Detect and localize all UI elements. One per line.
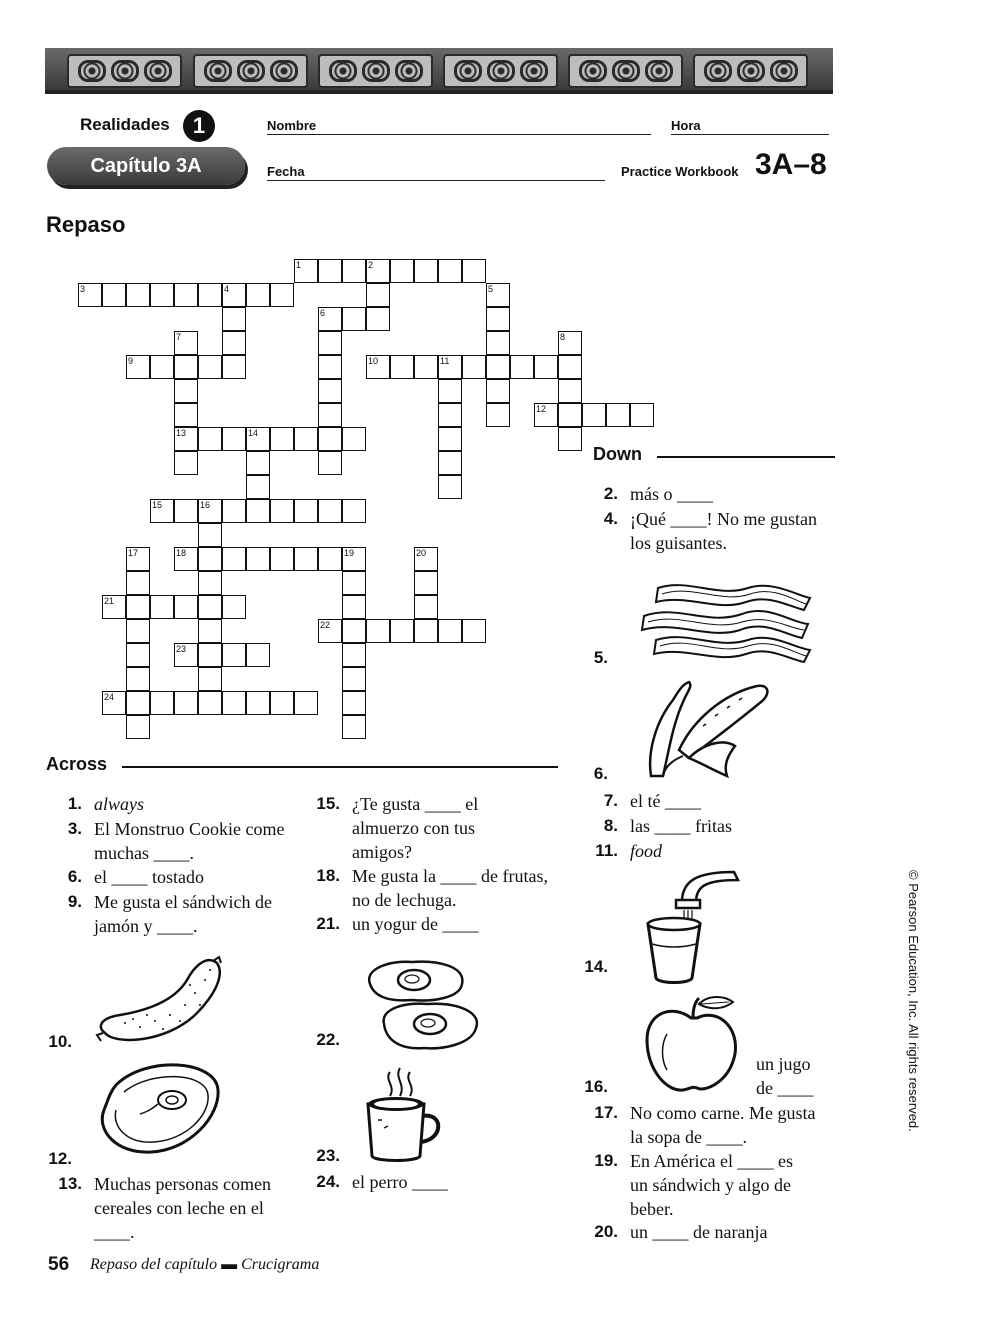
crossword-cell[interactable] bbox=[246, 691, 270, 715]
crossword-cell[interactable] bbox=[390, 619, 414, 643]
crossword-cell[interactable] bbox=[438, 451, 462, 475]
crossword-cell[interactable] bbox=[318, 307, 342, 331]
crossword-cell[interactable] bbox=[414, 259, 438, 283]
crossword-cell[interactable] bbox=[150, 499, 174, 523]
clue-number: 13 bbox=[176, 428, 187, 438]
crossword-cell[interactable] bbox=[222, 499, 246, 523]
crossword-cell[interactable] bbox=[558, 403, 582, 427]
crossword-cell[interactable] bbox=[438, 619, 462, 643]
banana-icon bbox=[643, 680, 773, 780]
crossword-cell[interactable] bbox=[438, 379, 462, 403]
crossword-cell[interactable] bbox=[318, 355, 342, 379]
water-glass-icon bbox=[642, 866, 742, 991]
series-title: Realidades bbox=[80, 115, 170, 134]
crossword-cell[interactable] bbox=[606, 403, 630, 427]
crossword-cell[interactable] bbox=[126, 355, 150, 379]
crossword-cell[interactable] bbox=[174, 403, 198, 427]
crossword-cell[interactable] bbox=[246, 547, 270, 571]
bacon-icon bbox=[638, 578, 818, 668]
crossword-cell[interactable] bbox=[294, 427, 318, 451]
clue-number: 1 bbox=[296, 260, 302, 270]
crossword-cell[interactable] bbox=[78, 283, 102, 307]
crossword-cell[interactable] bbox=[318, 547, 342, 571]
header-banner bbox=[45, 48, 833, 94]
crossword-cell[interactable] bbox=[558, 355, 582, 379]
crossword-cell[interactable] bbox=[414, 595, 438, 619]
crossword-cell[interactable] bbox=[342, 595, 366, 619]
crossword-cell[interactable] bbox=[246, 283, 270, 307]
crossword-cell[interactable] bbox=[342, 643, 366, 667]
fecha-field[interactable] bbox=[267, 180, 605, 181]
crossword-cell[interactable] bbox=[198, 499, 222, 523]
crossword-cell[interactable] bbox=[558, 379, 582, 403]
crossword-cell[interactable] bbox=[150, 355, 174, 379]
crossword-cell[interactable] bbox=[174, 331, 198, 355]
crossword-cell[interactable] bbox=[246, 643, 270, 667]
crossword-cell[interactable] bbox=[390, 355, 414, 379]
clue-number: 2 bbox=[368, 260, 374, 270]
crossword-cell[interactable] bbox=[582, 403, 606, 427]
crossword-cell[interactable] bbox=[222, 355, 246, 379]
divider bbox=[657, 456, 835, 458]
banner-ornament bbox=[693, 54, 808, 88]
clue-number: 21 bbox=[104, 596, 115, 606]
crossword-cell[interactable] bbox=[198, 595, 222, 619]
crossword-cell[interactable] bbox=[246, 427, 270, 451]
crossword-cell[interactable] bbox=[414, 547, 438, 571]
clue-number: 4 bbox=[224, 284, 230, 294]
crossword-cell[interactable] bbox=[126, 643, 150, 667]
crossword-cell[interactable] bbox=[174, 451, 198, 475]
crossword-cell[interactable] bbox=[438, 355, 462, 379]
crossword-cell[interactable] bbox=[414, 619, 438, 643]
crossword-cell[interactable] bbox=[318, 619, 342, 643]
crossword-cell[interactable] bbox=[126, 571, 150, 595]
clue-number: 6 bbox=[320, 308, 326, 318]
crossword-cell[interactable] bbox=[318, 403, 342, 427]
hora-label: Hora bbox=[671, 118, 701, 133]
crossword-cell[interactable] bbox=[198, 427, 222, 451]
crossword-cell[interactable] bbox=[174, 499, 198, 523]
coffee-mug-icon bbox=[362, 1064, 447, 1164]
crossword-cell[interactable] bbox=[174, 691, 198, 715]
crossword-cell[interactable] bbox=[342, 691, 366, 715]
chapter-badge: Capítulo 3A bbox=[47, 147, 245, 185]
clue-number: 12 bbox=[536, 404, 547, 414]
crossword-cell[interactable] bbox=[414, 571, 438, 595]
down-title: Down bbox=[593, 444, 642, 464]
clue-number: 22 bbox=[320, 620, 331, 630]
crossword-cell[interactable] bbox=[486, 403, 510, 427]
crossword-cell[interactable] bbox=[414, 355, 438, 379]
clue-number: 24 bbox=[104, 692, 115, 702]
crossword-cell[interactable] bbox=[318, 259, 342, 283]
clue-number: 5 bbox=[488, 284, 494, 294]
crossword-cell[interactable] bbox=[150, 283, 174, 307]
crossword-cell[interactable] bbox=[222, 595, 246, 619]
crossword-cell[interactable] bbox=[174, 283, 198, 307]
fecha-label: Fecha bbox=[267, 164, 305, 179]
crossword-cell[interactable] bbox=[270, 691, 294, 715]
clue-number: 10 bbox=[368, 356, 379, 366]
crossword-cell[interactable] bbox=[294, 499, 318, 523]
crossword-cell[interactable] bbox=[342, 499, 366, 523]
crossword-cell[interactable] bbox=[438, 403, 462, 427]
clue-number: 20 bbox=[416, 548, 427, 558]
section-title: Repaso bbox=[46, 212, 126, 237]
crossword-cell[interactable] bbox=[366, 307, 390, 331]
crossword-cell[interactable] bbox=[318, 427, 342, 451]
banner-ornament bbox=[318, 54, 433, 88]
crossword-cell[interactable] bbox=[510, 355, 534, 379]
crossword-cell[interactable] bbox=[150, 595, 174, 619]
crossword-cell[interactable] bbox=[198, 547, 222, 571]
crossword-cell[interactable] bbox=[558, 331, 582, 355]
crossword-cell[interactable] bbox=[102, 691, 126, 715]
crossword-cell[interactable] bbox=[198, 523, 222, 547]
crossword-cell[interactable] bbox=[126, 619, 150, 643]
crossword-cell[interactable] bbox=[198, 691, 222, 715]
workbook-code: 3A–8 bbox=[755, 148, 827, 181]
ham-steak-icon bbox=[96, 1060, 226, 1160]
sausage-icon bbox=[95, 955, 230, 1050]
crossword-cell[interactable] bbox=[486, 355, 510, 379]
workbook-label: Practice Workbook bbox=[621, 164, 739, 179]
clue-number: 9 bbox=[128, 356, 134, 366]
crossword-cell[interactable] bbox=[342, 547, 366, 571]
clue-number: 7 bbox=[176, 332, 182, 342]
page-number: 56 bbox=[48, 1254, 70, 1275]
crossword-cell[interactable] bbox=[174, 643, 198, 667]
crossword-cell[interactable] bbox=[342, 427, 366, 451]
crossword-cell[interactable] bbox=[198, 643, 222, 667]
crossword-cell[interactable] bbox=[318, 379, 342, 403]
crossword-cell[interactable] bbox=[126, 715, 150, 739]
copyright-notice: © Pearson Education, Inc. All rights reserved. bbox=[906, 870, 921, 1132]
crossword-cell[interactable] bbox=[366, 619, 390, 643]
clue-number: 11 bbox=[440, 356, 450, 366]
crossword-cell[interactable] bbox=[270, 499, 294, 523]
footer-caption: Repaso del capítulo ▬ Crucigrama bbox=[90, 1256, 320, 1273]
crossword-cell[interactable] bbox=[462, 259, 486, 283]
crossword-cell[interactable] bbox=[486, 331, 510, 355]
crossword-cell[interactable] bbox=[486, 307, 510, 331]
crossword-cell[interactable] bbox=[342, 715, 366, 739]
nombre-field[interactable] bbox=[267, 134, 651, 135]
crossword-cell[interactable] bbox=[198, 667, 222, 691]
crossword-cell[interactable] bbox=[126, 283, 150, 307]
clue-number: 15 bbox=[152, 500, 163, 510]
crossword-cell[interactable] bbox=[534, 403, 558, 427]
crossword-cell[interactable] bbox=[486, 379, 510, 403]
crossword-cell[interactable] bbox=[126, 667, 150, 691]
crossword-cell[interactable] bbox=[270, 427, 294, 451]
crossword-cell[interactable] bbox=[246, 499, 270, 523]
crossword-cell[interactable] bbox=[150, 691, 174, 715]
crossword-cell[interactable] bbox=[342, 667, 366, 691]
clue-number: 16 bbox=[200, 500, 211, 510]
crossword-cell[interactable] bbox=[198, 619, 222, 643]
clue-number: 8 bbox=[560, 332, 566, 342]
crossword-cell[interactable] bbox=[246, 451, 270, 475]
crossword-cell[interactable] bbox=[294, 547, 318, 571]
crossword-cell[interactable] bbox=[270, 547, 294, 571]
across-title: Across bbox=[46, 754, 108, 774]
apple-icon bbox=[643, 994, 743, 1094]
crossword-cell[interactable] bbox=[102, 595, 126, 619]
clue-number: 19 bbox=[344, 548, 355, 558]
crossword-cell[interactable] bbox=[102, 283, 126, 307]
crossword-cell[interactable] bbox=[534, 355, 558, 379]
hora-field[interactable] bbox=[671, 134, 829, 135]
clue-number: 23 bbox=[176, 644, 187, 654]
crossword-cell[interactable] bbox=[174, 427, 198, 451]
crossword-cell[interactable] bbox=[630, 403, 654, 427]
crossword-cell[interactable] bbox=[126, 595, 150, 619]
crossword-cell[interactable] bbox=[318, 451, 342, 475]
crossword-cell[interactable] bbox=[222, 547, 246, 571]
crossword-cell[interactable] bbox=[294, 259, 318, 283]
crossword-cell[interactable] bbox=[366, 355, 390, 379]
crossword-cell[interactable] bbox=[342, 571, 366, 595]
clue-number: 3 bbox=[80, 284, 86, 294]
banner-ornament bbox=[67, 54, 182, 88]
crossword-cell[interactable] bbox=[198, 283, 222, 307]
crossword-cell[interactable] bbox=[270, 283, 294, 307]
crossword-cell[interactable] bbox=[462, 355, 486, 379]
crossword-cell[interactable] bbox=[294, 691, 318, 715]
crossword-cell[interactable] bbox=[438, 259, 462, 283]
divider bbox=[122, 766, 558, 768]
crossword-cell[interactable] bbox=[318, 499, 342, 523]
crossword-cell[interactable] bbox=[222, 427, 246, 451]
crossword-cell[interactable] bbox=[342, 307, 366, 331]
banner-ornament bbox=[443, 54, 558, 88]
crossword-cell[interactable] bbox=[558, 427, 582, 451]
crossword-cell[interactable] bbox=[174, 547, 198, 571]
banner-ornament bbox=[193, 54, 308, 88]
crossword-cell[interactable] bbox=[438, 427, 462, 451]
crossword-cell[interactable] bbox=[486, 283, 510, 307]
crossword-cell[interactable] bbox=[246, 475, 270, 499]
crossword-cell[interactable] bbox=[174, 595, 198, 619]
crossword-cell[interactable] bbox=[198, 355, 222, 379]
crossword-cell[interactable] bbox=[222, 691, 246, 715]
crossword-cell[interactable] bbox=[438, 475, 462, 499]
crossword-cell[interactable] bbox=[198, 571, 222, 595]
crossword-cell[interactable] bbox=[342, 619, 366, 643]
crossword-cell[interactable] bbox=[222, 307, 246, 331]
crossword-cell[interactable] bbox=[318, 331, 342, 355]
banner-ornament bbox=[568, 54, 683, 88]
series-level-badge: 1 bbox=[183, 110, 215, 142]
clue-number: 18 bbox=[176, 548, 187, 558]
crossword-cell[interactable] bbox=[462, 619, 486, 643]
crossword-cell[interactable] bbox=[174, 379, 198, 403]
nombre-label: Nombre bbox=[267, 118, 317, 133]
clue-number: 17 bbox=[128, 548, 139, 558]
crossword-cell[interactable] bbox=[126, 547, 150, 571]
crossword-cell[interactable] bbox=[366, 259, 390, 283]
crossword-cell[interactable] bbox=[222, 331, 246, 355]
fried-eggs-icon bbox=[362, 958, 482, 1058]
crossword-cell[interactable] bbox=[366, 283, 390, 307]
crossword-cell[interactable] bbox=[222, 643, 246, 667]
crossword-cell[interactable] bbox=[222, 283, 246, 307]
crossword-cell[interactable] bbox=[342, 259, 366, 283]
clue-number: 14 bbox=[248, 428, 259, 438]
crossword-cell[interactable] bbox=[126, 691, 150, 715]
crossword-cell[interactable] bbox=[174, 355, 198, 379]
crossword-cell[interactable] bbox=[390, 259, 414, 283]
